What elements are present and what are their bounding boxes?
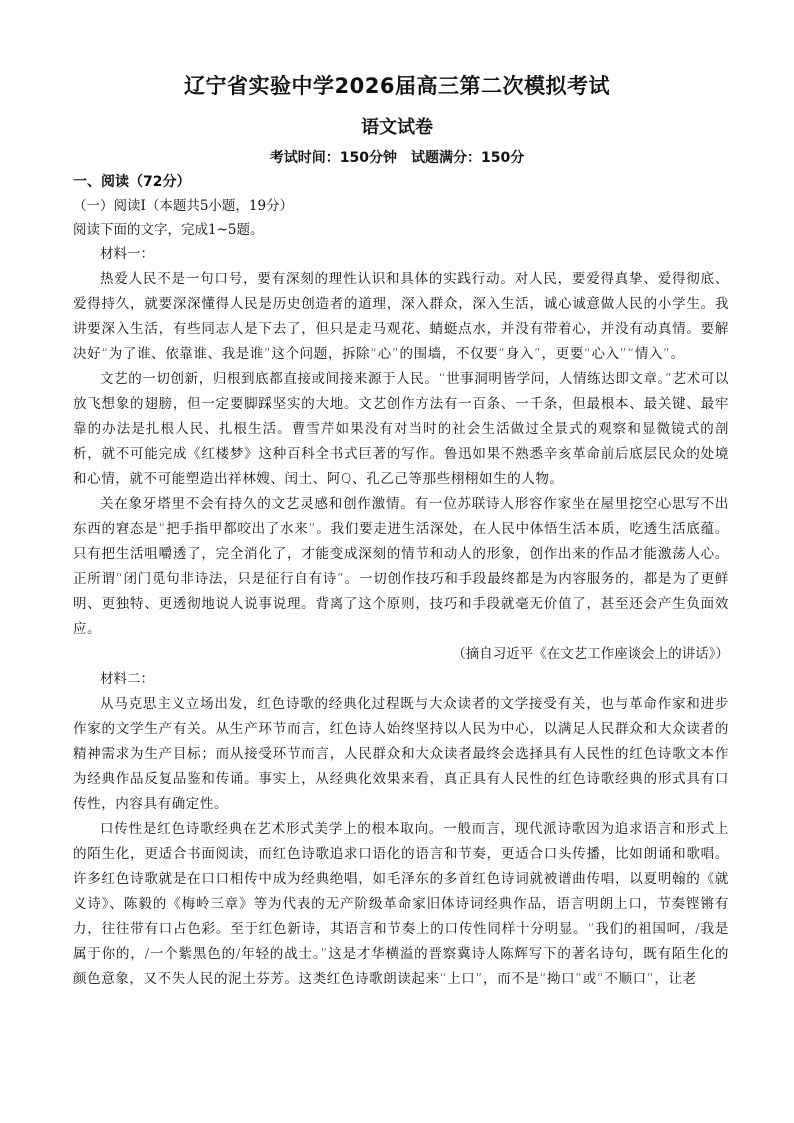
section-heading: 一、阅读（72分） bbox=[73, 174, 191, 190]
material2-paragraph: 口传性是红色诗歌经典在艺术形式美学上的根本取向。一般而言，现代派诗歌因为追求语言和形式上的陌生化，更适合书面阅读，而红色诗歌追求口语化的语言和节奏，更适合口头传播，比如朗诵和歌唱。许多红色诗歌就是在口口相传中成为经典绝唱，如毛泽东的多首红色诗词就被谱曲传唱，以夏明翰的《就义诗》、陈毅的《梅岭三章》等为代表的无产阶级革命家旧体诗词经典作品，语言明朗上口，节奏铿锵有力，往往带有口占色彩。至于红色新诗，其语言和节奏上的口传性同样十分明显。“我们的祖国呵，/我是属于你的，/一个紫黑色的/年轻的战士。”这是才华横溢的晋察冀诗人陈辉写下的著名诗句，既有陌生化的颜色意象，又不失人民的泥土芬芳。这类红色诗歌朗读起来“上口”，而不是“拗口”或“不顺口”，让老 bbox=[73, 821, 729, 987]
material1-source: （摘自习近平《在文艺工作座谈会上的讲话》） bbox=[452, 646, 729, 662]
material2-label: 材料二： bbox=[100, 671, 154, 687]
part-heading: （一）阅读Ⅰ（本题共5小题，19分） bbox=[73, 198, 294, 214]
material1-paragraph: 文艺的一切创新，归根到底都直接或间接来源于人民。“世事洞明皆学问，人情练达即文章。”艺术可以放飞想象的翅膀，但一定要脚踩坚实的大地。文艺创作方法有一百条、一千条，但最根本、最关键、最牢靠的办法是扎根人民、扎根生活。曹雪芹如果没有对当时的社会生活做过全景式的观察和显微镜式的剖析，就不可能完成《红楼梦》这种百科全书式巨著的写作。鲁迅如果不熟悉辛亥革命前后底层民众的处境和心情，就不可能塑造出祥林嫂、闰土、阿Q、孔乙己等那些栩栩如生的人物。 bbox=[73, 371, 729, 487]
exam-content bbox=[73, 170, 729, 992]
exam-title: 辽宁省实验中学2026届高三第二次模拟考试 bbox=[184, 74, 610, 98]
material2-paragraph: 从马克思主义立场出发，红色诗歌的经典化过程既与大众读者的文学接受有关，也与革命作家和进步作家的文学生产有关。从生产环节而言，红色诗人始终坚持以人民为中心，以满足人民群众和大众读者的精神需求为生产目标；而从接受环节而言，人民群众和大众读者最终会选择具有人民性的红色诗歌文本作为经典作品反复品鉴和传诵。事实上，从经典化效果来看，真正具有人民性的红色诗歌经典的形式具有口传性，内容具有确定性。 bbox=[73, 696, 729, 812]
reading-instruction: 阅读下面的文字，完成1~5题。 bbox=[73, 222, 264, 238]
exam-info bbox=[0, 147, 794, 167]
material1-paragraph: 热爱人民不是一句口号，要有深刻的理性认识和具体的实践行动。对人民，要爱得真挚、爱得彻底、爱得持久，就要深深懂得人民是历史创造者的道理，深入群众，深入生活，诚心诚意做人民的小学生。我讲要深入生活，有些同志人是下去了，但只是走马观花、蜻蜓点水，并没有带着心，并没有动真情。要解决好“为了谁、依靠谁、我是谁”这个问题，拆除“心”的围墙，不仅要“身入”，更要“心入”“情入”。 bbox=[73, 271, 729, 362]
exam-subtitle: 语文试卷 bbox=[361, 117, 433, 138]
material1-label: 材料一： bbox=[100, 246, 154, 262]
full-score: 试题满分：150分 bbox=[411, 150, 525, 166]
exam-time: 考试时间：150分钟 bbox=[269, 150, 397, 166]
material1-paragraph: 关在象牙塔里不会有持久的文艺灵感和创作激情。有一位苏联诗人形容作家坐在屋里挖空心思写不出东西的窘态是“把手指甲都咬出了水来”。我们要走进生活深处，在人民中体悟生活本质，吃透生活底蕴。只有把生活咀嚼透了，完全消化了，才能变成深刻的情节和动人的形象，创作出来的作品才能激荡人心。正所谓“闭门觅句非诗法，只是征行自有诗”。一切创作技巧和手段最终都是为内容服务的，都是为了更鲜明、更独特、更透彻地说人说事说理。背离了这个原则，技巧和手段就毫无价值了，甚至还会产生负面效应。 bbox=[73, 496, 729, 637]
